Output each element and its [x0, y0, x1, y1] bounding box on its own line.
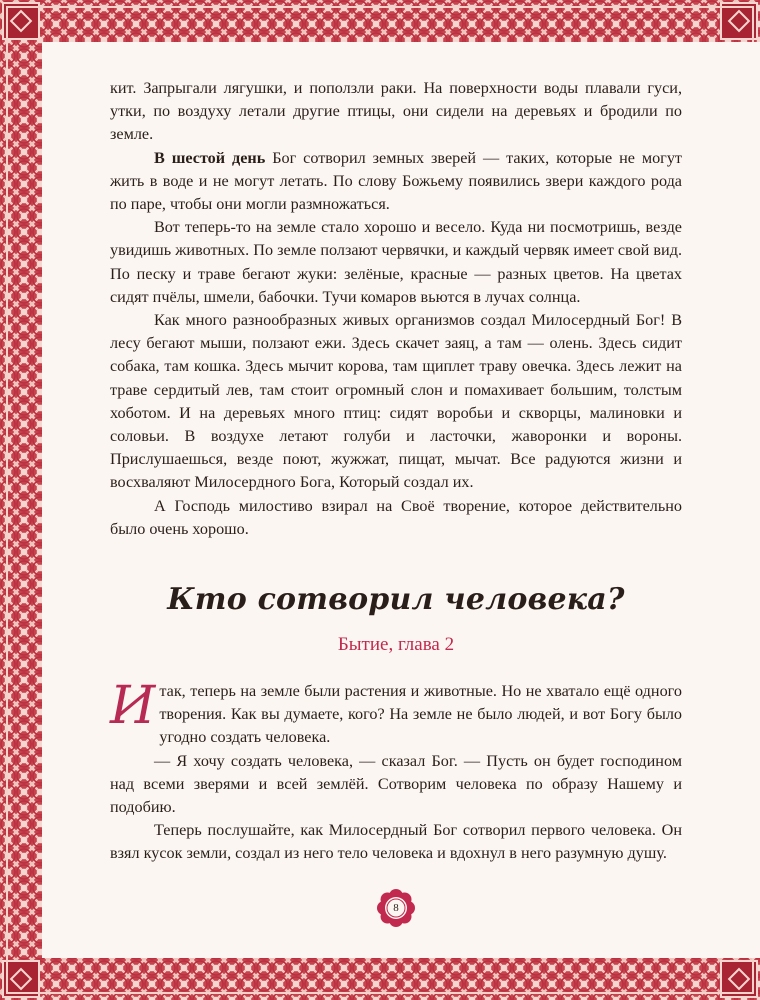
- paragraph: [110, 147, 682, 217]
- paragraph: кит. Запрыгали лягушки, и поползли раки. На поверхности воды плавали гуси, утки, по воздуху летали другие птицы, они сидели на деревьях и бродили по земле.: [110, 79, 682, 144]
- corner-ornament-top-right: [720, 2, 758, 40]
- paragraph-text: так, теперь на земле были растения и животные. Но не хватало ещё одного творения. Как вы думаете, кого? На земле не было людей, и вот Богу было угодно создать человека.: [159, 682, 682, 747]
- paragraph: Как много разнообразных живых организмов создал Милосердный Бог! В лесу бегают мыши, ползают ежи. Здесь скачет заяц, а там — олень. Здесь сидит собака, там кошка. Здесь мычит корова, там щиплет траву овечка. Здесь лежит на траве сердитый лев, там стоит огромный слон и помахивает большим, толстым хоботом. И на деревьях много птиц: сидят воробьи и скворцы, малиновки и соловьи. В воздухе летают голуби и ласточки, жаворонки и вороны. Прислушаешься, везде поют, жужжат, пищат, мычат. Все радуются жизни и восхваляют Милосердного Бога, Который создал их.: [110, 311, 682, 492]
- body-text-top: [110, 77, 682, 541]
- corner-ornament-bottom-right: [720, 960, 758, 998]
- page-number: 8: [393, 902, 399, 914]
- paragraph: — Я хочу создать человека, — сказал Бог. — Пусть он будет господином над всеми зверями и всей землёй. Сотворим человека по образу Нашему и подобию.: [110, 751, 682, 817]
- paragraph: А Господь милостиво взирал на Своё творение, которое действительно было очень хорошо.: [110, 496, 682, 538]
- section-subtitle: Бытие, глава 2: [337, 634, 455, 655]
- page-number-badge: [376, 888, 416, 928]
- paragraph: Теперь послушайте, как Милосердный Бог сотворил первого человека. Он взял кусок земли, создал из него тело человека и вдохнул в него разумную душу.: [110, 821, 682, 863]
- drop-cap: И: [110, 676, 156, 736]
- corner-ornament-top-left: [2, 2, 40, 40]
- paragraph: Вот теперь-то на земле стало хорошо и весело. Куда ни посмотришь, везде увидишь животных. По земле ползают червячки, и каждый червяк имеет свой вид. По песку и траве бегают жуки: зелёные, красные — разных цветов. На цветах сидят пчёлы, шмели, бабочки. Тучи комаров вьются в лучах солнца.: [110, 218, 682, 306]
- paragraph-text: Бог сотворил земных зверей — таких, которые не могут жить в воде и не могут летать. По слову Божьему появились звери каждого рода по паре, чтобы они могли размножаться.: [110, 148, 682, 214]
- paragraph: [110, 676, 682, 750]
- bold-lead: В шестой день: [154, 148, 266, 167]
- corner-ornament-bottom-left: [2, 960, 40, 998]
- section-title: Кто сотворил человека?: [167, 582, 625, 617]
- body-text-bottom: [110, 676, 682, 866]
